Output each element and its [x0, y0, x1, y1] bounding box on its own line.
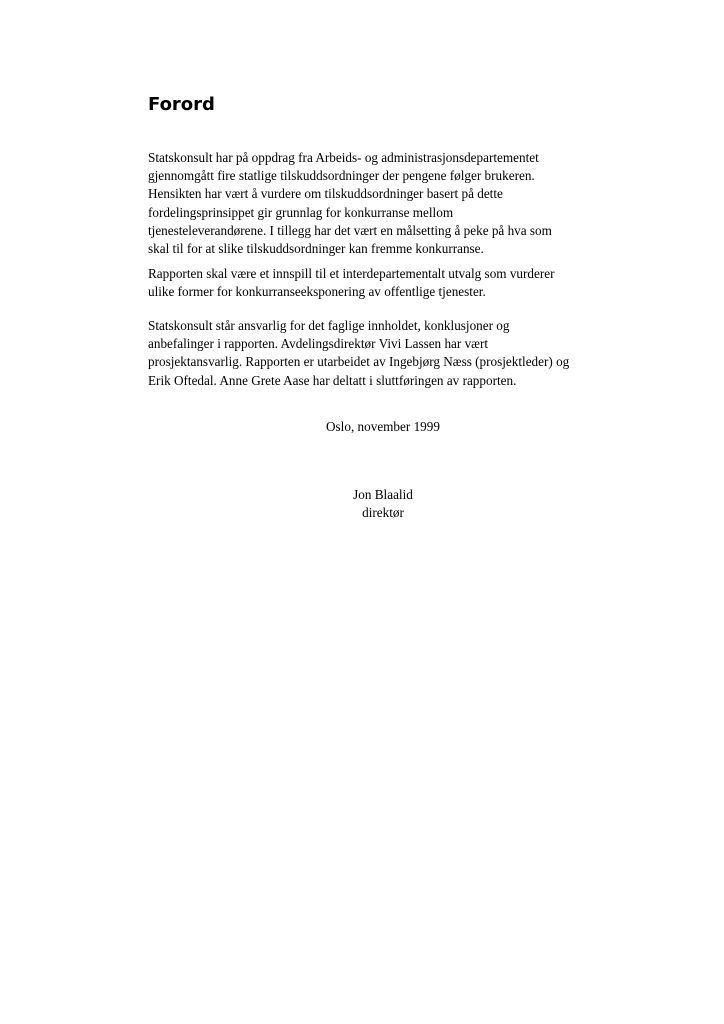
place-date: Oslo, november 1999: [326, 419, 440, 434]
text-line: skal til for at slike tilskuddsordninger kan fremme konkurranse.: [148, 241, 484, 257]
paragraph-purpose: [148, 265, 618, 301]
text-line: Erik Oftedal. Anne Grete Aase har deltatt i sluttføringen av rapporten.: [148, 372, 517, 388]
paragraph-responsibility: [148, 317, 618, 390]
text-line: Statskonsult har på oppdrag fra Arbeids- og administrasjonsdepartementet: [148, 150, 539, 165]
page-title: Forord: [148, 94, 215, 115]
text-line: gjennomgått fire statlige tilskuddsordninger der pengene følger brukeren.: [148, 168, 535, 184]
text-line: prosjektansvarlig. Rapporten er utarbeidet av Ingebjørg Næss (prosjektleder) og: [148, 354, 570, 370]
paragraph-intro: [148, 149, 618, 258]
text-line: fordelingsprinsippet gir grunnlag for konkurranse mellom: [148, 204, 454, 220]
text-line: Statskonsult står ansvarlig for det faglige innholdet, konklusjoner og: [148, 318, 510, 333]
text-line: anbefalinger i rapporten. Avdelingsdirektør Vivi Lassen har vært: [148, 336, 489, 352]
text-line: Hensikten har vært å vurdere om tilskuddsordninger basert på dette: [148, 186, 503, 202]
signature-title: direktør: [362, 505, 404, 520]
signature-name: Jon Blaalid: [353, 487, 413, 502]
text-line: tjenesteleverandørene. I tillegg har det vært en målsetting å peke på hva som: [148, 222, 552, 238]
text-line: Rapporten skal være et innspill til et interdepartementalt utvalg som vurderer: [148, 266, 555, 281]
text-line: ulike former for konkurranseeksponering av offentlige tjenester.: [148, 284, 486, 300]
